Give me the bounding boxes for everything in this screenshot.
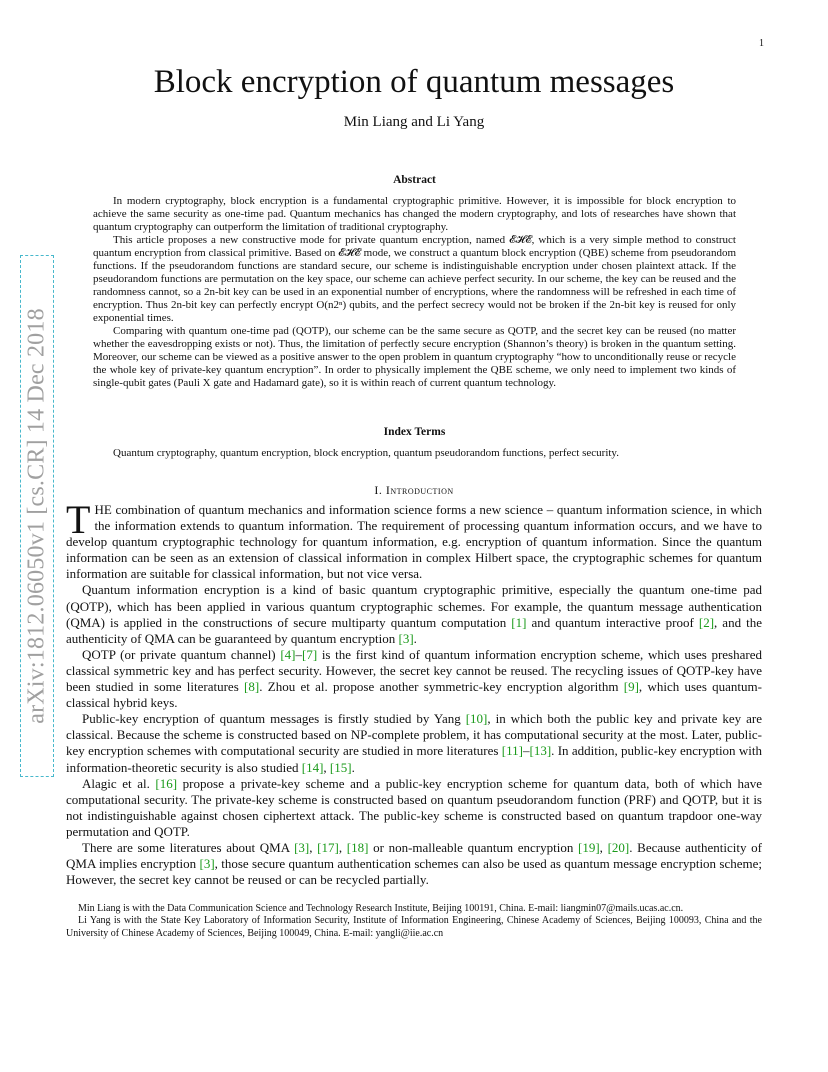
- citation-link[interactable]: [3]: [199, 856, 215, 872]
- citation-link[interactable]: [7]: [301, 646, 318, 662]
- citation-link[interactable]: [11]: [501, 743, 523, 759]
- intro-paragraph-3: [66, 647, 762, 711]
- citation-link[interactable]: [14]: [301, 759, 324, 775]
- citation-link[interactable]: [19]: [578, 839, 600, 855]
- index-terms-heading: Index Terms: [383, 426, 446, 438]
- paragraph-text: or non-malleable quantum encryption: [368, 839, 578, 855]
- authors: Min Liang and Li Yang: [343, 114, 485, 130]
- intro-paragraph-2: [66, 582, 762, 646]
- footnote: Li Yang is with the State Key Laboratory of Information Security, Institute of Information Engineering, Chinese Academy of Sciences, Beijing 100093, China and the University of Chinese Academy of Sciences, Beijing 100049, China. E-mail: yangli@iie.ac.cn: [66, 915, 762, 939]
- paragraph-text: . Zhou et al. propose another symmetric-key encryption algorithm: [259, 679, 624, 695]
- paragraph-text: –: [295, 646, 302, 662]
- citation-link[interactable]: [3]: [398, 630, 414, 646]
- paragraph-text: ,: [323, 759, 330, 775]
- paragraph-text: , in which both the public key and private key are classical. Because the scheme is constructed based on NP-complete problem, it has computational security at the most. Later, public-key encryption schemes with computational security are studied in more literatures: [66, 711, 762, 759]
- intro-paragraph-text: HE combination of quantum mechanics and information science forms a new science – quantum information science, in which the information extends to quantum information. The requirement of processing quantum information occurs, and we have to develop quantum cryptographic technology for quantum information, e.g. encryption of quantum information. Since the quantum information can be seen as an extension of classical information in complex Hilbert space, the cryptographic schemes for quantum information are suitable for classical information, but not vice versa.: [66, 502, 762, 582]
- drop-cap: T: [66, 497, 91, 542]
- paragraph-text: propose a private-key scheme and a public-key encryption scheme for quantum data, both of which have computational security. The private-key scheme is constructed based on quantum pseudorandom function (PRF) and QOTP, but it is not indistinguishable against chosen ciphertext attack. The public-key scheme is constructed based on quantum trapdoor one-way permutation and QOTP.: [66, 775, 762, 839]
- paragraph-text: There are some literatures about QMA: [82, 839, 295, 855]
- index-terms: [93, 426, 736, 460]
- intro-paragraph-1: [66, 497, 762, 582]
- paragraph-text: .: [351, 759, 355, 775]
- citation-link[interactable]: [15]: [329, 759, 352, 775]
- citation-link[interactable]: [10]: [465, 711, 488, 727]
- paper-title: Block encryption of quantum messages: [153, 64, 675, 100]
- paragraph-text: , and the authenticity of QMA can be guaranteed by quantum encryption: [66, 614, 762, 646]
- paragraph-text: . In addition, public-key encryption with information-theoretic security is also studied: [66, 743, 762, 775]
- section-heading: I. Introduction: [374, 483, 454, 497]
- paragraph-text: Alagic et al.: [82, 775, 156, 791]
- citation-link[interactable]: [13]: [529, 743, 552, 759]
- citation-link[interactable]: [16]: [155, 775, 178, 791]
- abstract-paragraph: In modern cryptography, block encryption is a fundamental cryptographic primitive. However, it is impossible for block encryption to achieve the same security as one-time pad. Quantum mechanics has changed the modern cryptography, and lots of researches have shown that quantum cryptography can outperform the limitation of traditional cryptography.: [93, 195, 736, 233]
- citation-link[interactable]: [20]: [607, 839, 630, 855]
- footnote: Min Liang is with the Data Communication Science and Technology Research Institute, Beijing 100191, China. E-mail: liangmin07@mails.ucas.ac.cn.: [78, 903, 684, 914]
- abstract-paragraph: Comparing with quantum one-time pad (QOTP), our scheme can be the same secure as QOTP, and the secret key can be reused (no matter whether the eavesdropping exists or not). Thus, the limitation of perfectly secure encryption (Shannon’s theory) is broken in the quantum setting. Moreover, our scheme can be viewed as a positive answer to the open problem in quantum cryptography “how to unconditionally reuse or recycle the whole key of private-key quantum encryption”. In order to physically implement the QBE scheme, we only need to implement two kinds of single-qubit gates (Pauli X gate and Hadamard gate), so it is within reach of current quantum technology.: [93, 325, 736, 389]
- arxiv-stamp: [20, 255, 54, 777]
- page-number: 1: [759, 38, 764, 49]
- footnotes: [66, 903, 762, 940]
- citation-link[interactable]: [1]: [511, 614, 527, 630]
- paragraph-text: ,: [338, 839, 347, 855]
- paragraph-text: . Because authenticity of QMA implies encryption: [66, 839, 763, 872]
- paragraph-text: , those secure quantum authentication schemes can also be used as quantum message encryption scheme; However, the secret key cannot be reused or can be recycled partially.: [66, 856, 762, 888]
- paragraph-text: ,: [599, 839, 608, 855]
- citation-link[interactable]: [2]: [698, 614, 715, 630]
- citation-link[interactable]: [9]: [623, 679, 639, 695]
- citation-link[interactable]: [18]: [346, 839, 369, 855]
- paragraph-text: –: [522, 743, 530, 759]
- index-terms-text: Quantum cryptography, quantum encryption, block encryption, quantum pseudorandom functions, perfect security.: [113, 447, 619, 459]
- citation-link[interactable]: [17]: [317, 839, 339, 855]
- citation-link[interactable]: [3]: [294, 839, 310, 855]
- paragraph-text: ,: [309, 839, 318, 855]
- paragraph-text: .: [413, 630, 417, 646]
- paragraph-text: is the first kind of quantum information encryption scheme, which uses preshared classical symmetric key and has perfect security. However, the secret key cannot be reused. The recycling issues of QOTP-key have been studied in some literatures: [66, 646, 762, 695]
- citation-link[interactable]: [8]: [244, 679, 260, 695]
- paragraph-text: Public-key encryption of quantum messages is firstly studied by Yang: [82, 711, 466, 727]
- abstract-paragraph: This article proposes a new constructive mode for private quantum encryption, named 𝓔𝓗𝓔, which is a very simple method to construct quantum encryption from classical primitive. Based on 𝓔𝓗𝓔 mode, we construct a quantum block encryption (QBE) scheme from pseudorandom functions. If the pseudorandom functions are standard secure, our scheme is indistinguishable encryption under chosen plaintext attack. If the pseudorandom functions are permutation on the key space, our scheme can achieve perfect security. In our scheme, the key can be reused and the randomness cannot, so a 2n-bit key can be used in an exponential number of encryptions, where the randomness will be refreshed in each time of encryption. Thus 2n-bit key can perfectly encrypt O(n2ⁿ) qubits, and the perfect secrecy would not be broken if the 2n-bit key is reused for only exponential times.: [93, 234, 736, 324]
- abstract: [93, 174, 736, 390]
- intro-paragraph-4: [66, 711, 762, 775]
- body-text: [66, 497, 763, 888]
- paragraph-text: and quantum interactive proof: [526, 614, 699, 630]
- paragraph-text: , which uses quantum-classical hybrid keys.: [66, 679, 762, 711]
- abstract-heading: Abstract: [393, 174, 436, 186]
- arxiv-id: arXiv:1812.06050v1 [cs.CR] 14 Dec 2018: [23, 308, 50, 724]
- paragraph-text: QOTP (or private quantum channel): [82, 646, 281, 662]
- paragraph-text: Quantum information encryption is a kind of basic quantum cryptographic primitive, especially the quantum one-time pad (QOTP), which has been applied in various quantum cryptographic schemes. For example, the quantum message authentication (QMA) is applied in the constructions of secure multiparty quantum computation: [66, 582, 762, 630]
- intro-paragraph-6: [66, 840, 762, 888]
- intro-paragraph-5: [66, 776, 762, 840]
- citation-link[interactable]: [4]: [280, 646, 296, 662]
